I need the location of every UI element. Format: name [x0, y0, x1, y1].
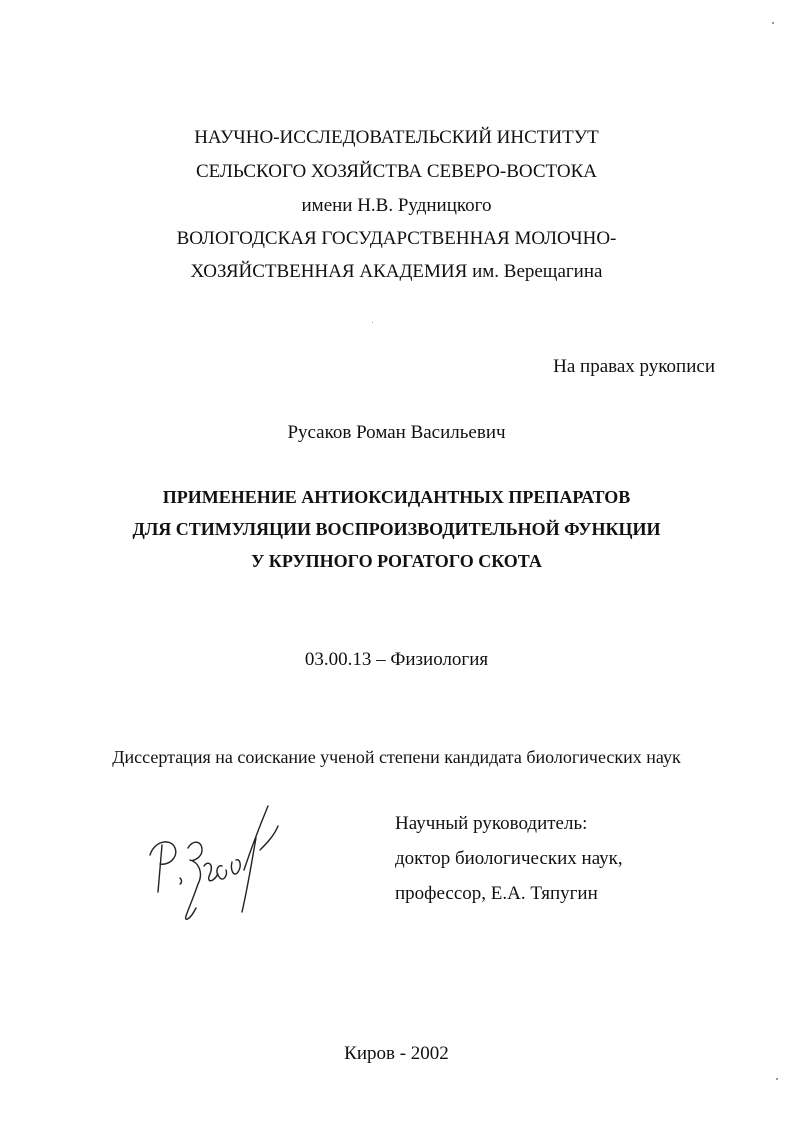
supervisor-name: профессор, Е.А. Тяпугин [395, 883, 598, 904]
author-name: Русаков Роман Васильевич [287, 422, 506, 443]
degree-statement: Диссертация на соискание ученой степени кандидата биологических наук [112, 747, 681, 767]
supervisor-degree: доктор биологических наук, [395, 848, 623, 869]
specialty: 03.00.13 – Физиология [304, 649, 489, 670]
title-line-3: У КРУПНОГО РОГАТОГО СКОТА [251, 551, 542, 571]
institute-line-2: СЕЛЬСКОГО ХОЗЯЙСТВА СЕВЕРО-ВОСТОКА [196, 161, 597, 182]
rights-note: На правах рукописи [553, 356, 715, 377]
supervisor-label: Научный руководитель: [395, 813, 588, 834]
title-line-1: ПРИМЕНЕНИЕ АНТИОКСИДАНТНЫХ ПРЕПАРАТОВ [162, 487, 631, 507]
institute-line-1: НАУЧНО-ИССЛЕДОВАТЕЛЬСКИЙ ИНСТИТУТ [194, 127, 599, 148]
city-year: Киров - 2002 [344, 1043, 449, 1064]
academy-line-2: ХОЗЯЙСТВЕННАЯ АКАДЕМИЯ им. Верещагина [190, 261, 603, 282]
academy-line-1: ВОЛОГОДСКАЯ ГОСУДАРСТВЕННАЯ МОЛОЧНО- [176, 228, 617, 249]
scan-speck [772, 22, 774, 24]
title-line-2: ДЛЯ СТИМУЛЯЦИИ ВОСПРОИЗВОДИТЕЛЬНОЙ ФУНКЦИИ [132, 519, 661, 539]
scan-speck [776, 1078, 778, 1080]
signature [140, 800, 290, 930]
scan-speck [372, 322, 373, 323]
institute-line-3: имени Н.В. Рудницкого [301, 195, 492, 216]
